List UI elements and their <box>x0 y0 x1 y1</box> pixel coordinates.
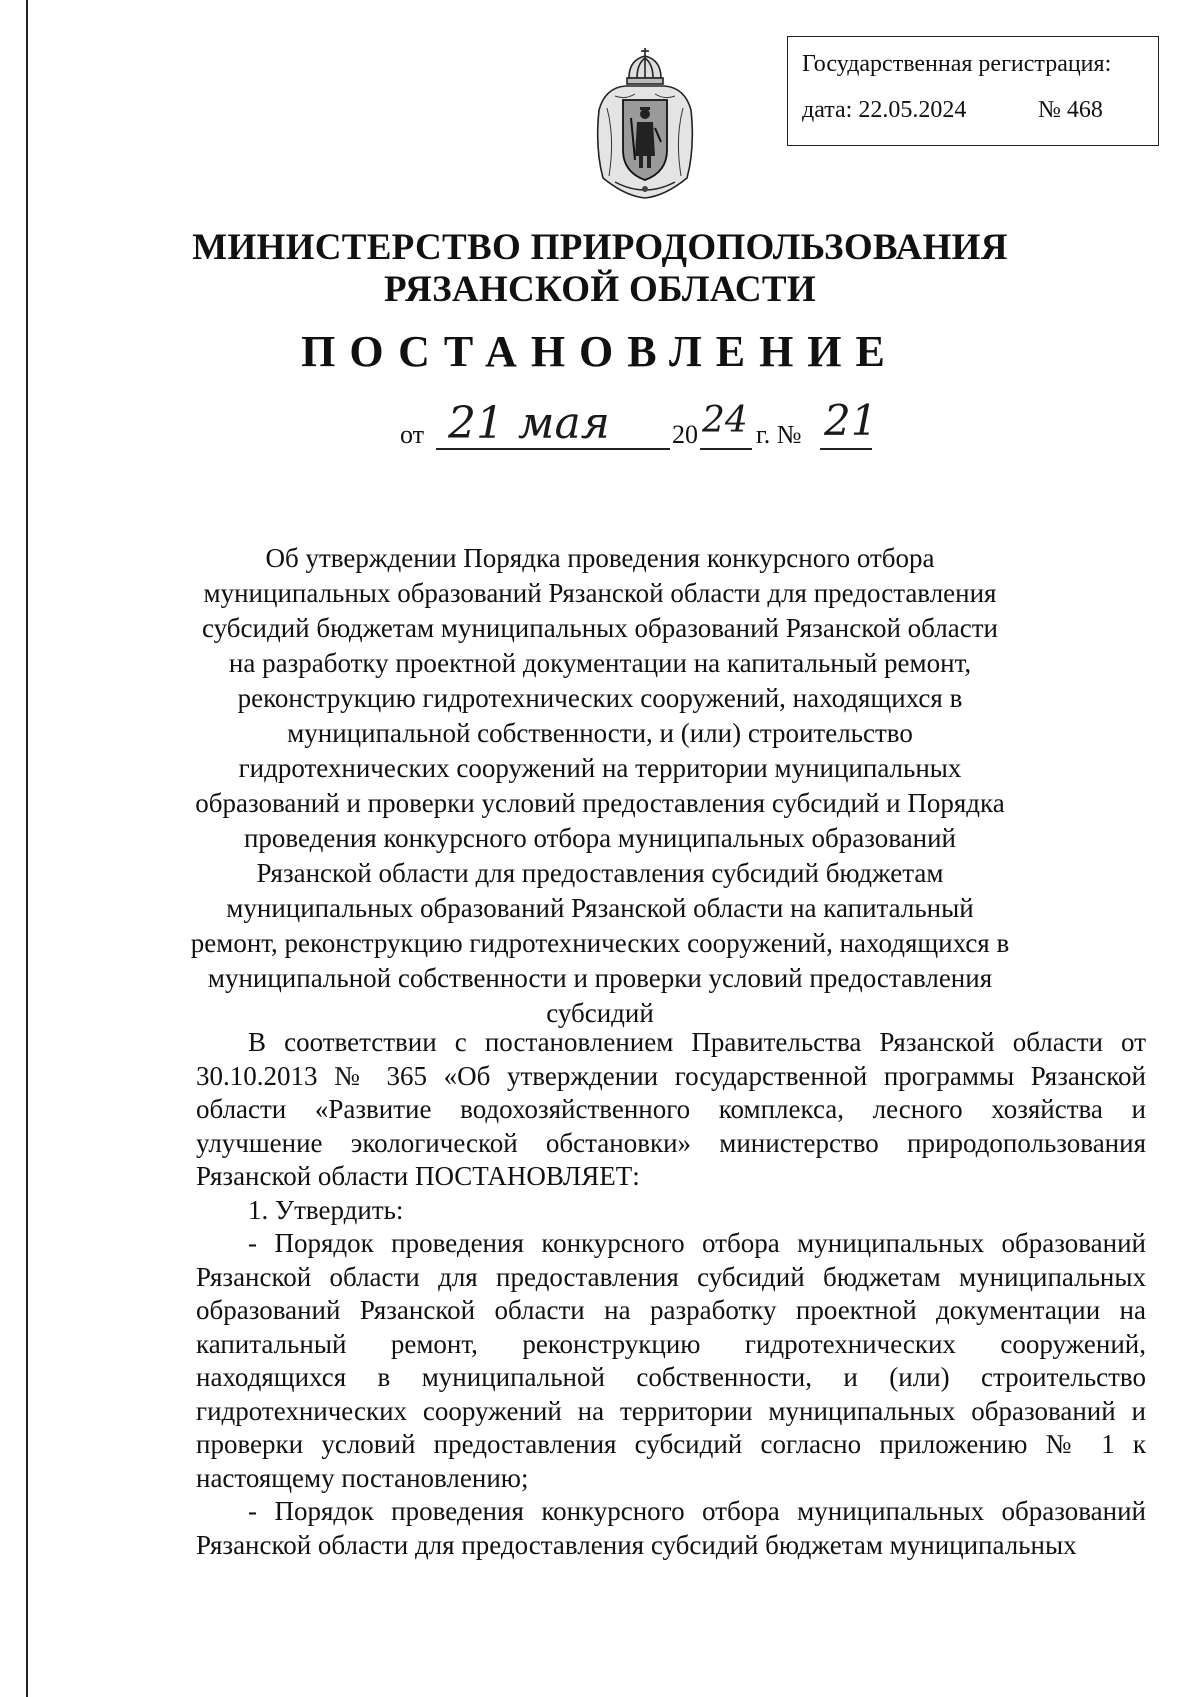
registration-date: дата: 22.05.2024 <box>802 97 967 123</box>
year-suffix: г. № <box>756 420 802 449</box>
ministry-name <box>0 227 1200 311</box>
decree-date-line <box>400 396 960 454</box>
year-underline <box>700 448 752 450</box>
decree-subject: Об утверждении Порядка проведения конкурсного отбора муниципальных образований Рязанской области для предоставления субсидий бюджетам муниципальных образований Рязанской области на разработку проектной документации на капитальный ремонт, реконструкцию гидротехнических сооружений, находящихся в муниципальной собственности, и (или) строительство гидротехнических сооружений на территории муниципальных образований и проверки условий предоставления субсидий и Порядка проведения конкурсного отбора муниципальных образований Рязанской области для предоставления субсидий бюджетам муниципальных образований Рязанской области на капитальный ремонт, реконструкцию гидротехнических сооружений, находящихся в муниципальной собственности и проверки условий предоставления субсидий <box>190 543 1010 1028</box>
handwritten-year: 24 <box>702 400 748 441</box>
date-prefix: от <box>400 420 425 449</box>
year-prefix: 20 <box>672 420 698 449</box>
registration-title: Государственная регистрация: <box>802 51 1112 77</box>
ministry-name-line2: РЯЗАНСКОЙ ОБЛАСТИ <box>384 269 816 310</box>
ryazan-coat-of-arms-icon <box>585 48 705 200</box>
number-underline <box>820 448 872 450</box>
handwritten-day-month: 21 мая <box>448 398 610 449</box>
ministry-name-line1: МИНИСТЕРСТВО ПРИРОДОПОЛЬЗОВАНИЯ <box>192 227 1008 268</box>
registration-number: № 468 <box>1038 97 1103 123</box>
body-paragraph-approve: 1. Утвердить: <box>248 1194 404 1225</box>
handwritten-number: 21 <box>824 396 878 445</box>
body-paragraph-item1: - Порядок проведения конкурсного отбора муниципальных образований Рязанской области для предоставления субсидий бюджетам муниципальных образований Рязанской области на разработку проектной документации на капитальный ремонт, реконструкцию гидротехнических сооружений, находящихся в муниципальной собственности, и (или) строительство гидротехнических сооружений на территории муниципальных образований и проверки условий предоставления субсидий согласно приложению № 1 к настоящему постановлению; <box>196 1228 1146 1493</box>
body-paragraph-preamble: В соответствии с постановлением Правительства Рязанской области от 30.10.2013 № 365 «Об утверждении государственной программы Рязанской области «Развитие водохозяйственного комплекса, лесного хозяйства и улучшение экологической обстановки» министерство природопользования Рязанской области ПОСТАНОВЛЯЕТ: <box>196 1027 1146 1191</box>
decree-title: ПОСТАНОВЛЕНИЕ <box>301 327 899 376</box>
decree-body <box>196 1026 1146 1562</box>
registration-stamp <box>787 36 1159 146</box>
body-paragraph-item2: - Порядок проведения конкурсного отбора муниципальных образований Рязанской области для предоставления субсидий бюджетам муниципальных <box>196 1496 1146 1560</box>
